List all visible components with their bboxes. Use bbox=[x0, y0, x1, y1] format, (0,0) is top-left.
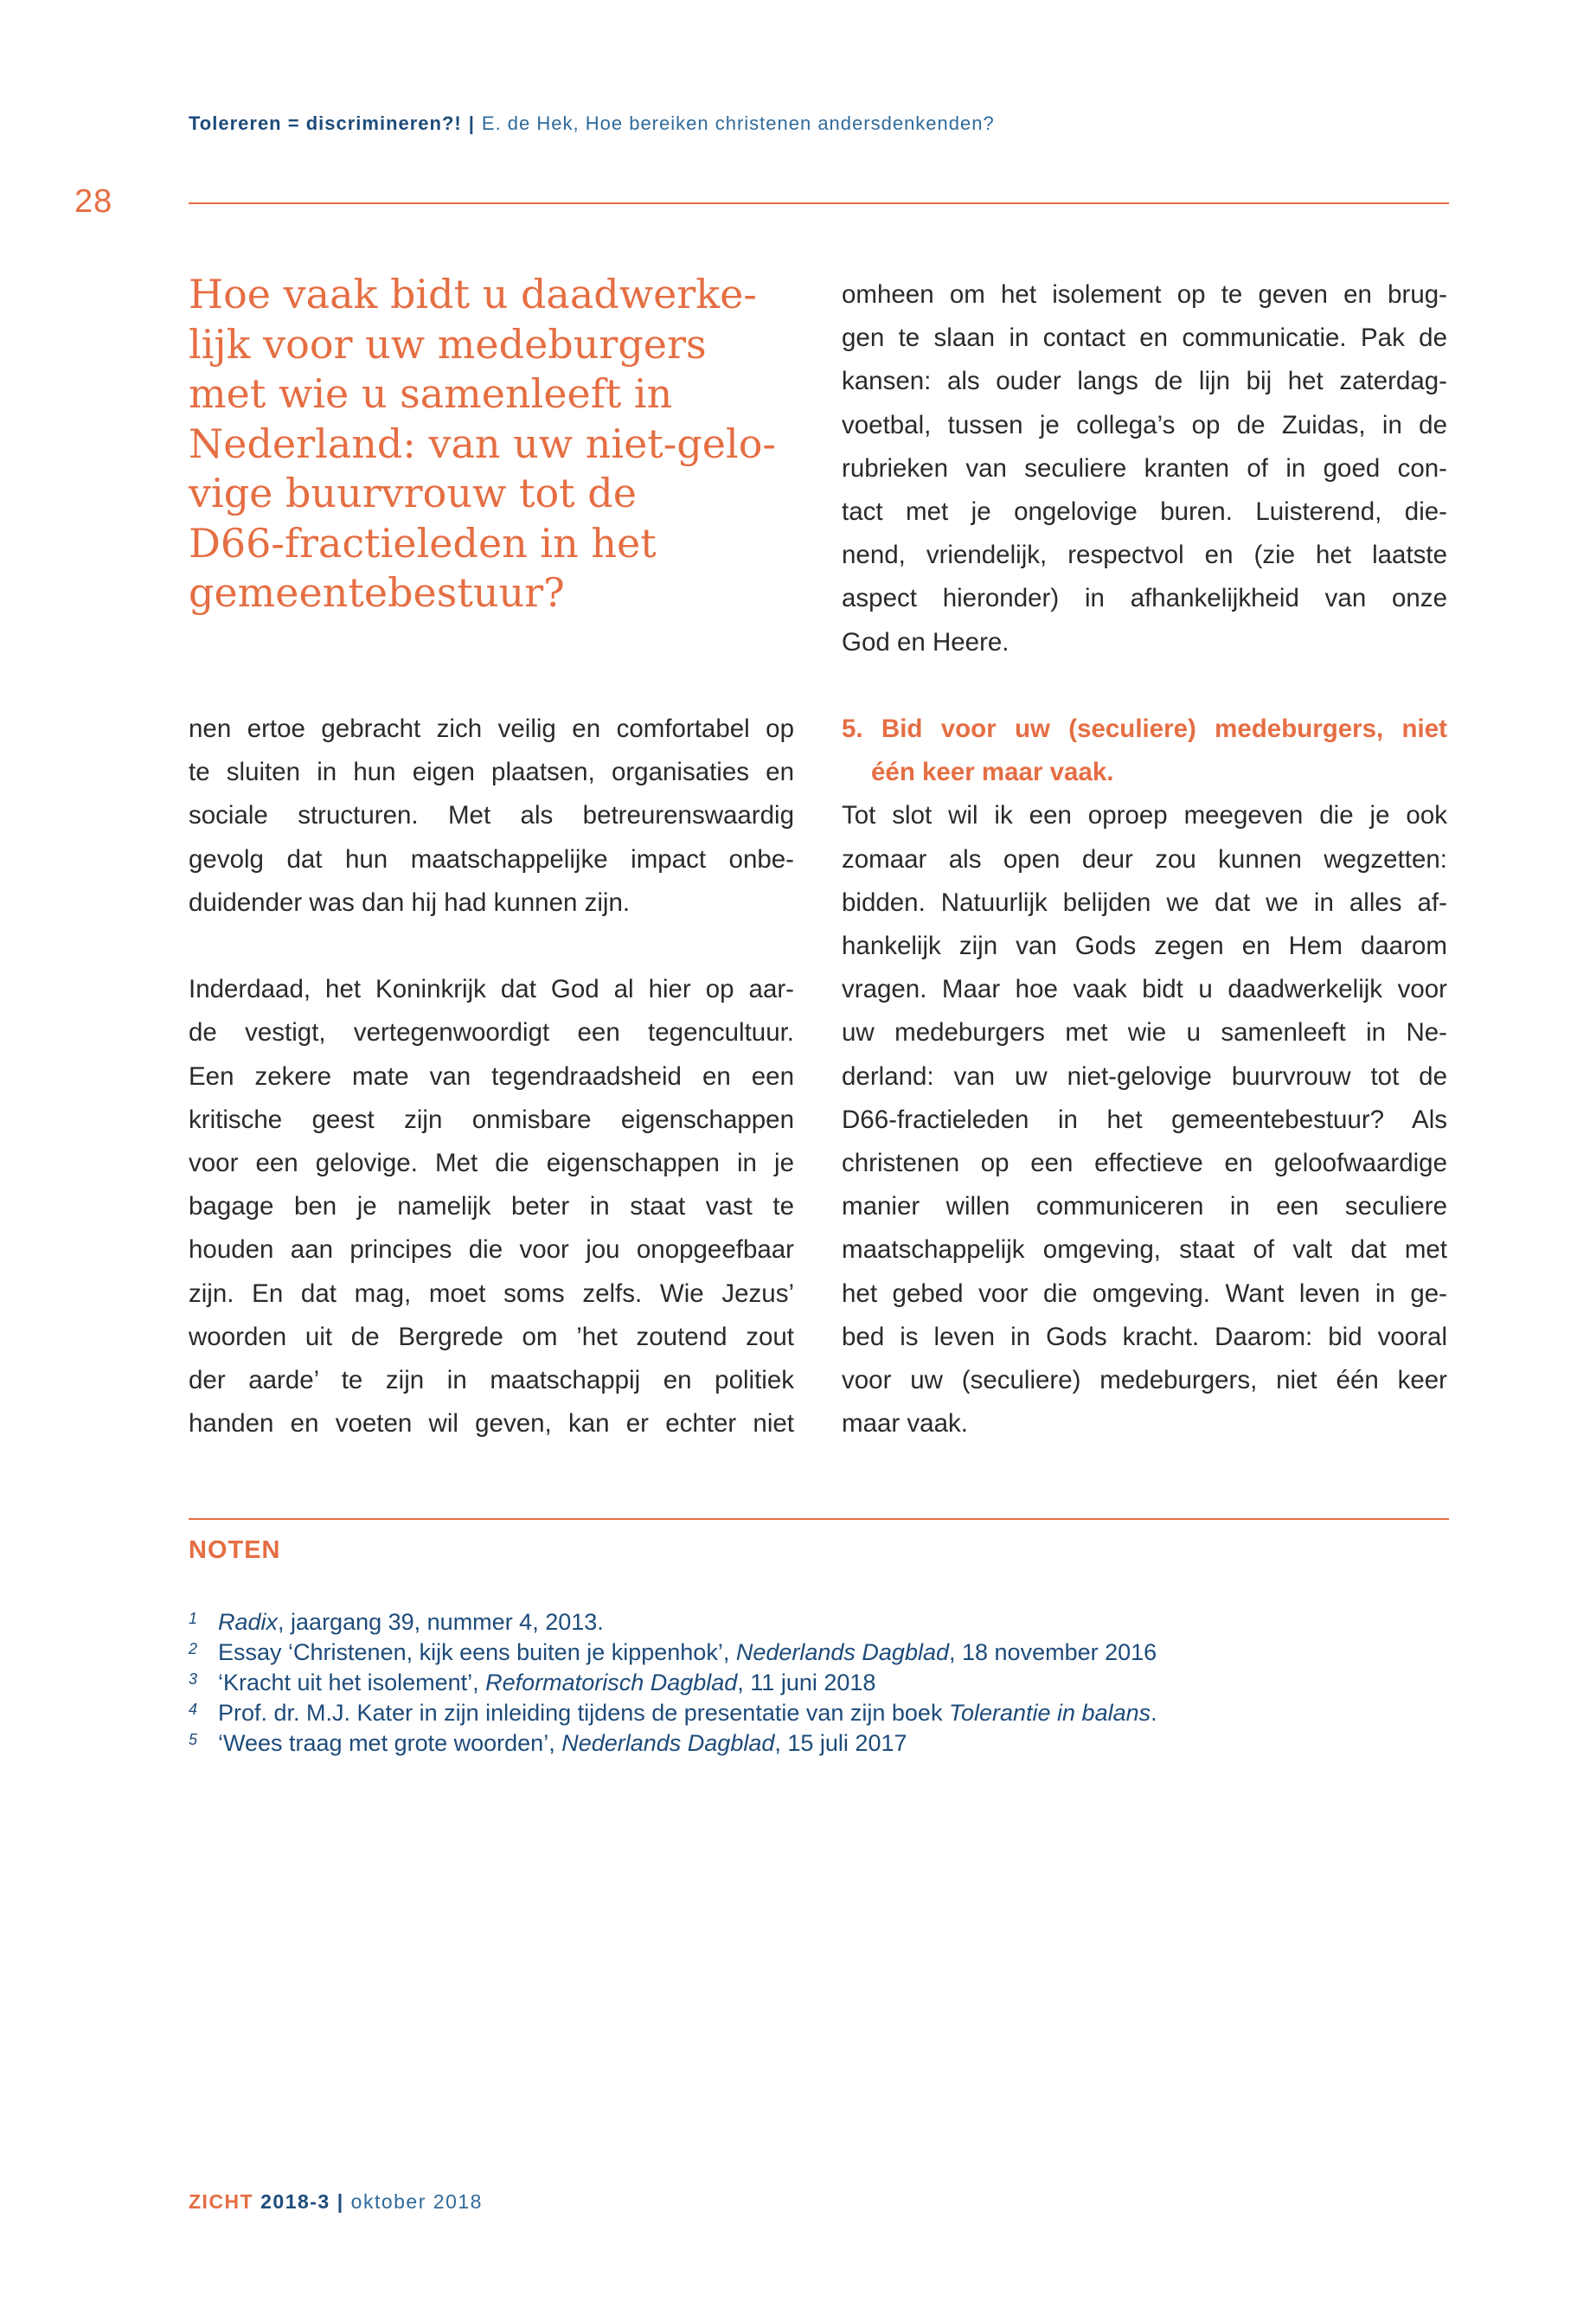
text-line: God en Heere. bbox=[842, 627, 1010, 657]
text-line: hankelijk zijn van Gods zegen en Hem daarom bbox=[842, 932, 1447, 961]
text-line: kritische geest zijn onmisbare eigenschappen bbox=[189, 1105, 794, 1134]
note-text: ‘Wees traag met grote woorden’, bbox=[218, 1730, 562, 1756]
text-line: voor een gelovige. Met die eigenschappen in je bbox=[189, 1149, 794, 1178]
text-line: nen ertoe gebracht zich veilig en comfortabel op bbox=[189, 715, 794, 743]
section-heading-line: één keer maar vaak. bbox=[871, 758, 1114, 787]
header-rule bbox=[189, 202, 1449, 204]
note-source: Nederlands Dagblad bbox=[735, 1639, 949, 1665]
section-heading-line: 5. Bid voor uw (seculiere) medeburgers, niet bbox=[842, 715, 1447, 743]
notes-rule bbox=[189, 1518, 1449, 1520]
text-line: aspect hieronder) in afhankelijkheid van onze bbox=[842, 584, 1447, 613]
pullquote-line: vige buurvrouw tot de bbox=[189, 470, 637, 516]
pullquote-line: lijk voor uw medeburgers bbox=[189, 320, 707, 368]
note-number: 5 bbox=[189, 1731, 198, 1748]
text-line: gen te slaan in contact en communicatie. Pak de bbox=[842, 324, 1447, 353]
text-line: voor uw (seculiere) medeburgers, niet één keer bbox=[842, 1366, 1447, 1395]
text-line: bagage ben je namelijk beter in staat vast te bbox=[189, 1192, 794, 1221]
text-line: vragen. Maar hoe vaak bidt u daadwerkelijk voor bbox=[842, 975, 1447, 1004]
text-line: bed is leven in Gods kracht. Daarom: bid vooral bbox=[842, 1322, 1447, 1351]
text-line: zomaar als open deur zou kunnen wegzetten: bbox=[842, 844, 1447, 874]
text-line: derland: van uw niet-gelovige buurvrouw tot de bbox=[842, 1061, 1447, 1091]
pullquote-line: Nederland: van uw niet-gelo- bbox=[189, 420, 776, 467]
note-text: Essay ‘Christenen, kijk eens buiten je kippenhok’, bbox=[218, 1639, 736, 1665]
paragraph-gap bbox=[189, 925, 794, 968]
footer-brand: ZICHT bbox=[189, 2190, 254, 2213]
text-line: handen en voeten wil geven, kan er echter niet bbox=[189, 1409, 794, 1439]
text-line: rubrieken van seculiere kranten of in goed con- bbox=[842, 453, 1447, 483]
pullquote-line: Hoe vaak bidt u daadwerke- bbox=[189, 271, 757, 317]
text-line: tact met je ongelovige buren. Luisterend, die- bbox=[842, 497, 1447, 527]
note-item bbox=[189, 1668, 1449, 1698]
right-column-continuation bbox=[842, 273, 1447, 664]
text-line: uw medeburgers met wie u samenleeft in Ne- bbox=[842, 1018, 1447, 1048]
running-header bbox=[189, 112, 995, 135]
text-line: der aarde’ te zijn in maatschappij en politiek bbox=[189, 1366, 794, 1395]
note-text: , 15 juli 2017 bbox=[774, 1730, 907, 1756]
text-line: het gebed voor die omgeving. Want leven in ge- bbox=[842, 1279, 1447, 1308]
note-source: Tolerantie in balans bbox=[948, 1700, 1151, 1726]
note-item bbox=[189, 1728, 1449, 1759]
text-line: duidender was dan hij had kunnen zijn. bbox=[189, 888, 631, 917]
text-line: manier willen communiceren in een seculiere bbox=[842, 1192, 1447, 1221]
text-line: gevolg dat hun maatschappelijke impact onbe- bbox=[189, 844, 794, 874]
pullquote-line: met wie u samenleeft in bbox=[189, 370, 673, 417]
text-line: zijn. En dat mag, moet soms zelfs. Wie Jezus’ bbox=[189, 1279, 794, 1308]
text-line: voetbal, tussen je collega’s op de Zuidas, in de bbox=[842, 410, 1447, 439]
footer-date: oktober 2018 bbox=[350, 2190, 483, 2213]
text-line: Tot slot wil ik een oproep meegeven die je ook bbox=[842, 801, 1447, 830]
note-text: . bbox=[1151, 1700, 1157, 1726]
body-paragraph bbox=[842, 794, 1447, 1445]
text-line: D66-fractieleden in het gemeentebestuur? Als bbox=[842, 1105, 1447, 1134]
pullquote-line: gemeentebestuur? bbox=[189, 569, 565, 616]
page-number: 28 bbox=[74, 183, 113, 220]
text-line: maar vaak. bbox=[842, 1409, 968, 1439]
note-source: Radix bbox=[218, 1609, 279, 1635]
note-item bbox=[189, 1698, 1449, 1728]
section-heading bbox=[842, 708, 1447, 794]
text-line: houden aan principes die voor jou onopgeefbaar bbox=[189, 1235, 794, 1265]
left-column bbox=[189, 708, 794, 1445]
notes-heading: NOTEN bbox=[189, 1536, 281, 1564]
note-number: 1 bbox=[189, 1610, 198, 1627]
note-number: 2 bbox=[189, 1640, 198, 1657]
page-footer bbox=[189, 2190, 483, 2214]
header-subtitle: E. de Hek, Hoe bereiken christenen andersdenkenden? bbox=[481, 112, 995, 134]
note-source: Nederlands Dagblad bbox=[561, 1730, 775, 1756]
note-number: 4 bbox=[189, 1701, 198, 1718]
header-separator: | bbox=[468, 112, 475, 134]
note-text: , jaargang 39, nummer 4, 2013. bbox=[278, 1609, 604, 1635]
note-item bbox=[189, 1638, 1449, 1668]
note-text: , 18 november 2016 bbox=[949, 1639, 1157, 1665]
header-title: Tolereren = discrimineren?! bbox=[189, 112, 462, 134]
text-line: omheen om het isolement op te geven en brug- bbox=[842, 280, 1447, 309]
text-line: nend, vriendelijk, respectvol en (zie het laatste bbox=[842, 541, 1447, 570]
text-line: te sluiten in hun eigen plaatsen, organisaties en bbox=[189, 758, 794, 787]
text-line: sociale structuren. Met als betreurenswaardig bbox=[189, 801, 794, 830]
note-source: Reformatorisch Dagblad bbox=[485, 1670, 738, 1695]
note-item bbox=[189, 1607, 1449, 1638]
body-paragraph bbox=[189, 968, 794, 1445]
text-line: bidden. Natuurlijk belijden we dat we in alles af- bbox=[842, 888, 1447, 917]
pullquote-line: D66-fractieleden in het bbox=[189, 519, 657, 567]
text-line: maatschappelijk omgeving, staat of valt dat met bbox=[842, 1235, 1447, 1265]
text-line: kansen: als ouder langs de lijn bij het zaterdag- bbox=[842, 367, 1447, 396]
text-line: woorden uit de Bergrede om ’het zoutend zout bbox=[189, 1322, 794, 1351]
body-paragraph bbox=[189, 708, 794, 925]
note-number: 3 bbox=[189, 1670, 198, 1688]
note-text: , 11 juni 2018 bbox=[737, 1670, 876, 1695]
footer-issue: 2018-3 bbox=[260, 2190, 330, 2213]
text-line: Een zekere mate van tegendraadsheid en een bbox=[189, 1061, 794, 1091]
notes-list bbox=[189, 1607, 1449, 1759]
footer-separator: | bbox=[337, 2190, 344, 2213]
text-line: christenen op een effectieve en geloofwaardige bbox=[842, 1149, 1447, 1178]
section-5 bbox=[842, 708, 1447, 1445]
note-text: ‘Kracht uit het isolement’, bbox=[218, 1670, 486, 1695]
text-line: de vestigt, vertegenwoordigt een tegencultuur. bbox=[189, 1018, 794, 1048]
text-line: Inderdaad, het Koninkrijk dat God al hier op aar- bbox=[189, 975, 794, 1004]
pullquote bbox=[189, 270, 794, 619]
note-text: Prof. dr. M.J. Kater in zijn inleiding tijdens de presentatie van zijn boek bbox=[218, 1700, 949, 1726]
body-paragraph bbox=[842, 273, 1447, 664]
